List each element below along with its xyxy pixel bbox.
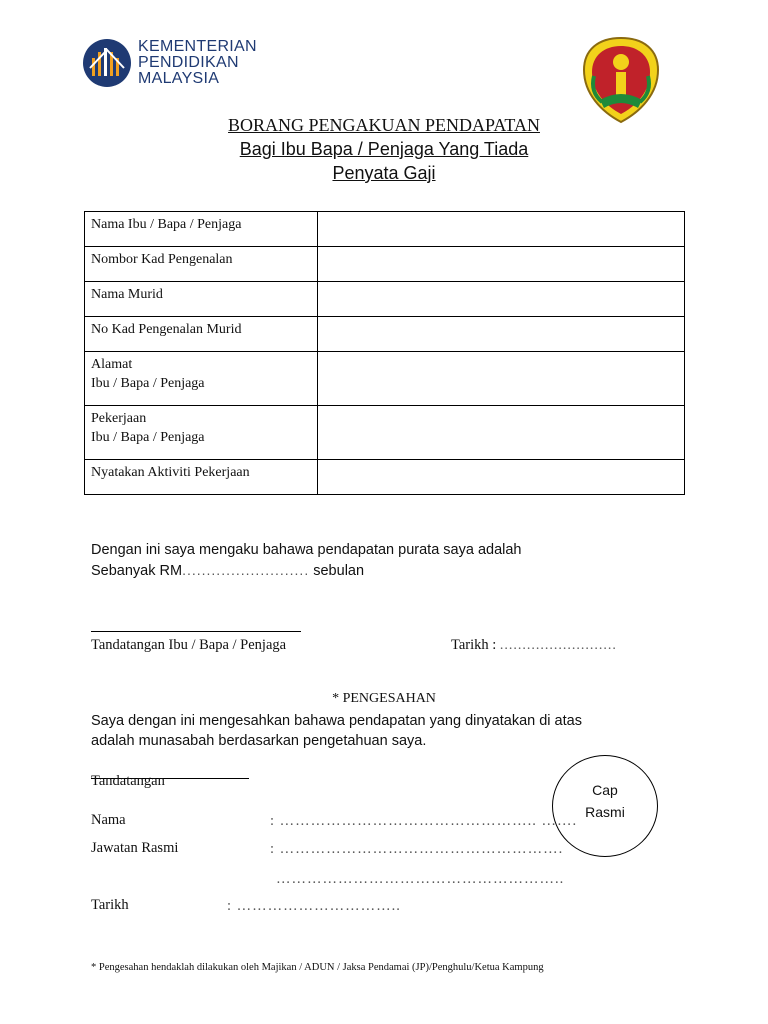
verifier-date-label: Tarikh: [91, 897, 129, 913]
parent-date-field[interactable]: ..........................: [499, 638, 617, 653]
row-label: Nama Ibu / Bapa / Penjaga: [85, 212, 318, 247]
parent-info-table: [84, 211, 685, 495]
row-label: No Kad Pengenalan Murid: [85, 317, 318, 352]
ministry-logo: [82, 38, 272, 88]
income-amount-field[interactable]: ..........................: [182, 562, 310, 578]
parent-date: [451, 635, 617, 656]
table-row: [85, 282, 685, 317]
student-name-field[interactable]: [318, 282, 685, 317]
table-row: [85, 406, 685, 460]
row-label: Nama Murid: [85, 282, 318, 317]
ministry-logo-line-3: MALAYSIA: [138, 70, 220, 87]
address-field[interactable]: [318, 352, 685, 406]
stamp-label-1: Cap: [592, 782, 618, 798]
table-row: [85, 352, 685, 406]
declaration-suffix: sebulan: [309, 563, 365, 579]
school-crest-icon: [578, 36, 664, 124]
verifier-position-label: Jawatan Rasmi: [91, 840, 179, 856]
official-stamp-area[interactable]: [552, 755, 658, 857]
verifier-date-field[interactable]: : …………………………..: [227, 898, 401, 914]
parent-signature-label: Tandatangan Ibu / Bapa / Penjaga: [91, 637, 287, 653]
table-row: [85, 317, 685, 352]
declaration-line-2: [91, 560, 364, 581]
work-activity-field[interactable]: [318, 460, 685, 495]
verifier-signature-label: Tandatangan: [91, 773, 165, 789]
table-row: [85, 247, 685, 282]
parent-date-label: Tarikh :: [451, 637, 500, 653]
footnote: * Pengesahan hendaklah dilakukan oleh Majikan / ADUN / Jaksa Pendamai (JP)/Penghulu/Ketua Kampung: [91, 962, 544, 973]
ministry-logo-icon: [82, 38, 132, 88]
occupation-field[interactable]: [318, 406, 685, 460]
table-row: [85, 212, 685, 247]
row-label: Nyatakan Aktiviti Pekerjaan: [85, 460, 318, 495]
row-label: Alamat Ibu / Bapa / Penjaga: [85, 352, 318, 406]
declaration-line-1: Dengan ini saya mengaku bahawa pendapatan purata saya adalah: [91, 542, 522, 558]
form-subtitle-2: Penyata Gaji: [332, 163, 436, 183]
ic-number-field[interactable]: [318, 247, 685, 282]
form-subtitle: Bagi Ibu Bapa / Penjaga Yang Tiada: [239, 139, 529, 159]
declaration-prefix: Sebanyak RM: [91, 563, 183, 579]
row-label: Nombor Kad Pengenalan: [85, 247, 318, 282]
student-ic-field[interactable]: [318, 317, 685, 352]
form-title: BORANG PENGAKUAN PENDAPATAN: [228, 115, 540, 135]
verifier-extra-field[interactable]: ………………………………………………..: [276, 871, 565, 887]
parent-name-field[interactable]: [318, 212, 685, 247]
verifier-name-label: Nama: [91, 812, 126, 828]
verification-line-1: Saya dengan ini mengesahkan bahawa pendapatan yang dinyatakan di atas: [91, 713, 582, 729]
stamp-label-2: Rasmi: [585, 804, 625, 820]
verifier-name-field[interactable]: : ………………………………………….. …….: [270, 813, 578, 829]
verification-line-2: adalah munasabah berdasarkan pengetahuan saya.: [91, 733, 427, 749]
verification-heading: * PENGESAHAN: [332, 691, 436, 706]
verifier-position-field[interactable]: : ……………………………………………….: [270, 841, 564, 857]
table-row: [85, 460, 685, 495]
ministry-logo-line-1: KEMENTERIAN: [138, 38, 257, 55]
parent-signature-line[interactable]: [91, 631, 301, 632]
row-label: Pekerjaan Ibu / Bapa / Penjaga: [85, 406, 318, 460]
ministry-logo-line-2: PENDIDIKAN: [138, 54, 239, 71]
